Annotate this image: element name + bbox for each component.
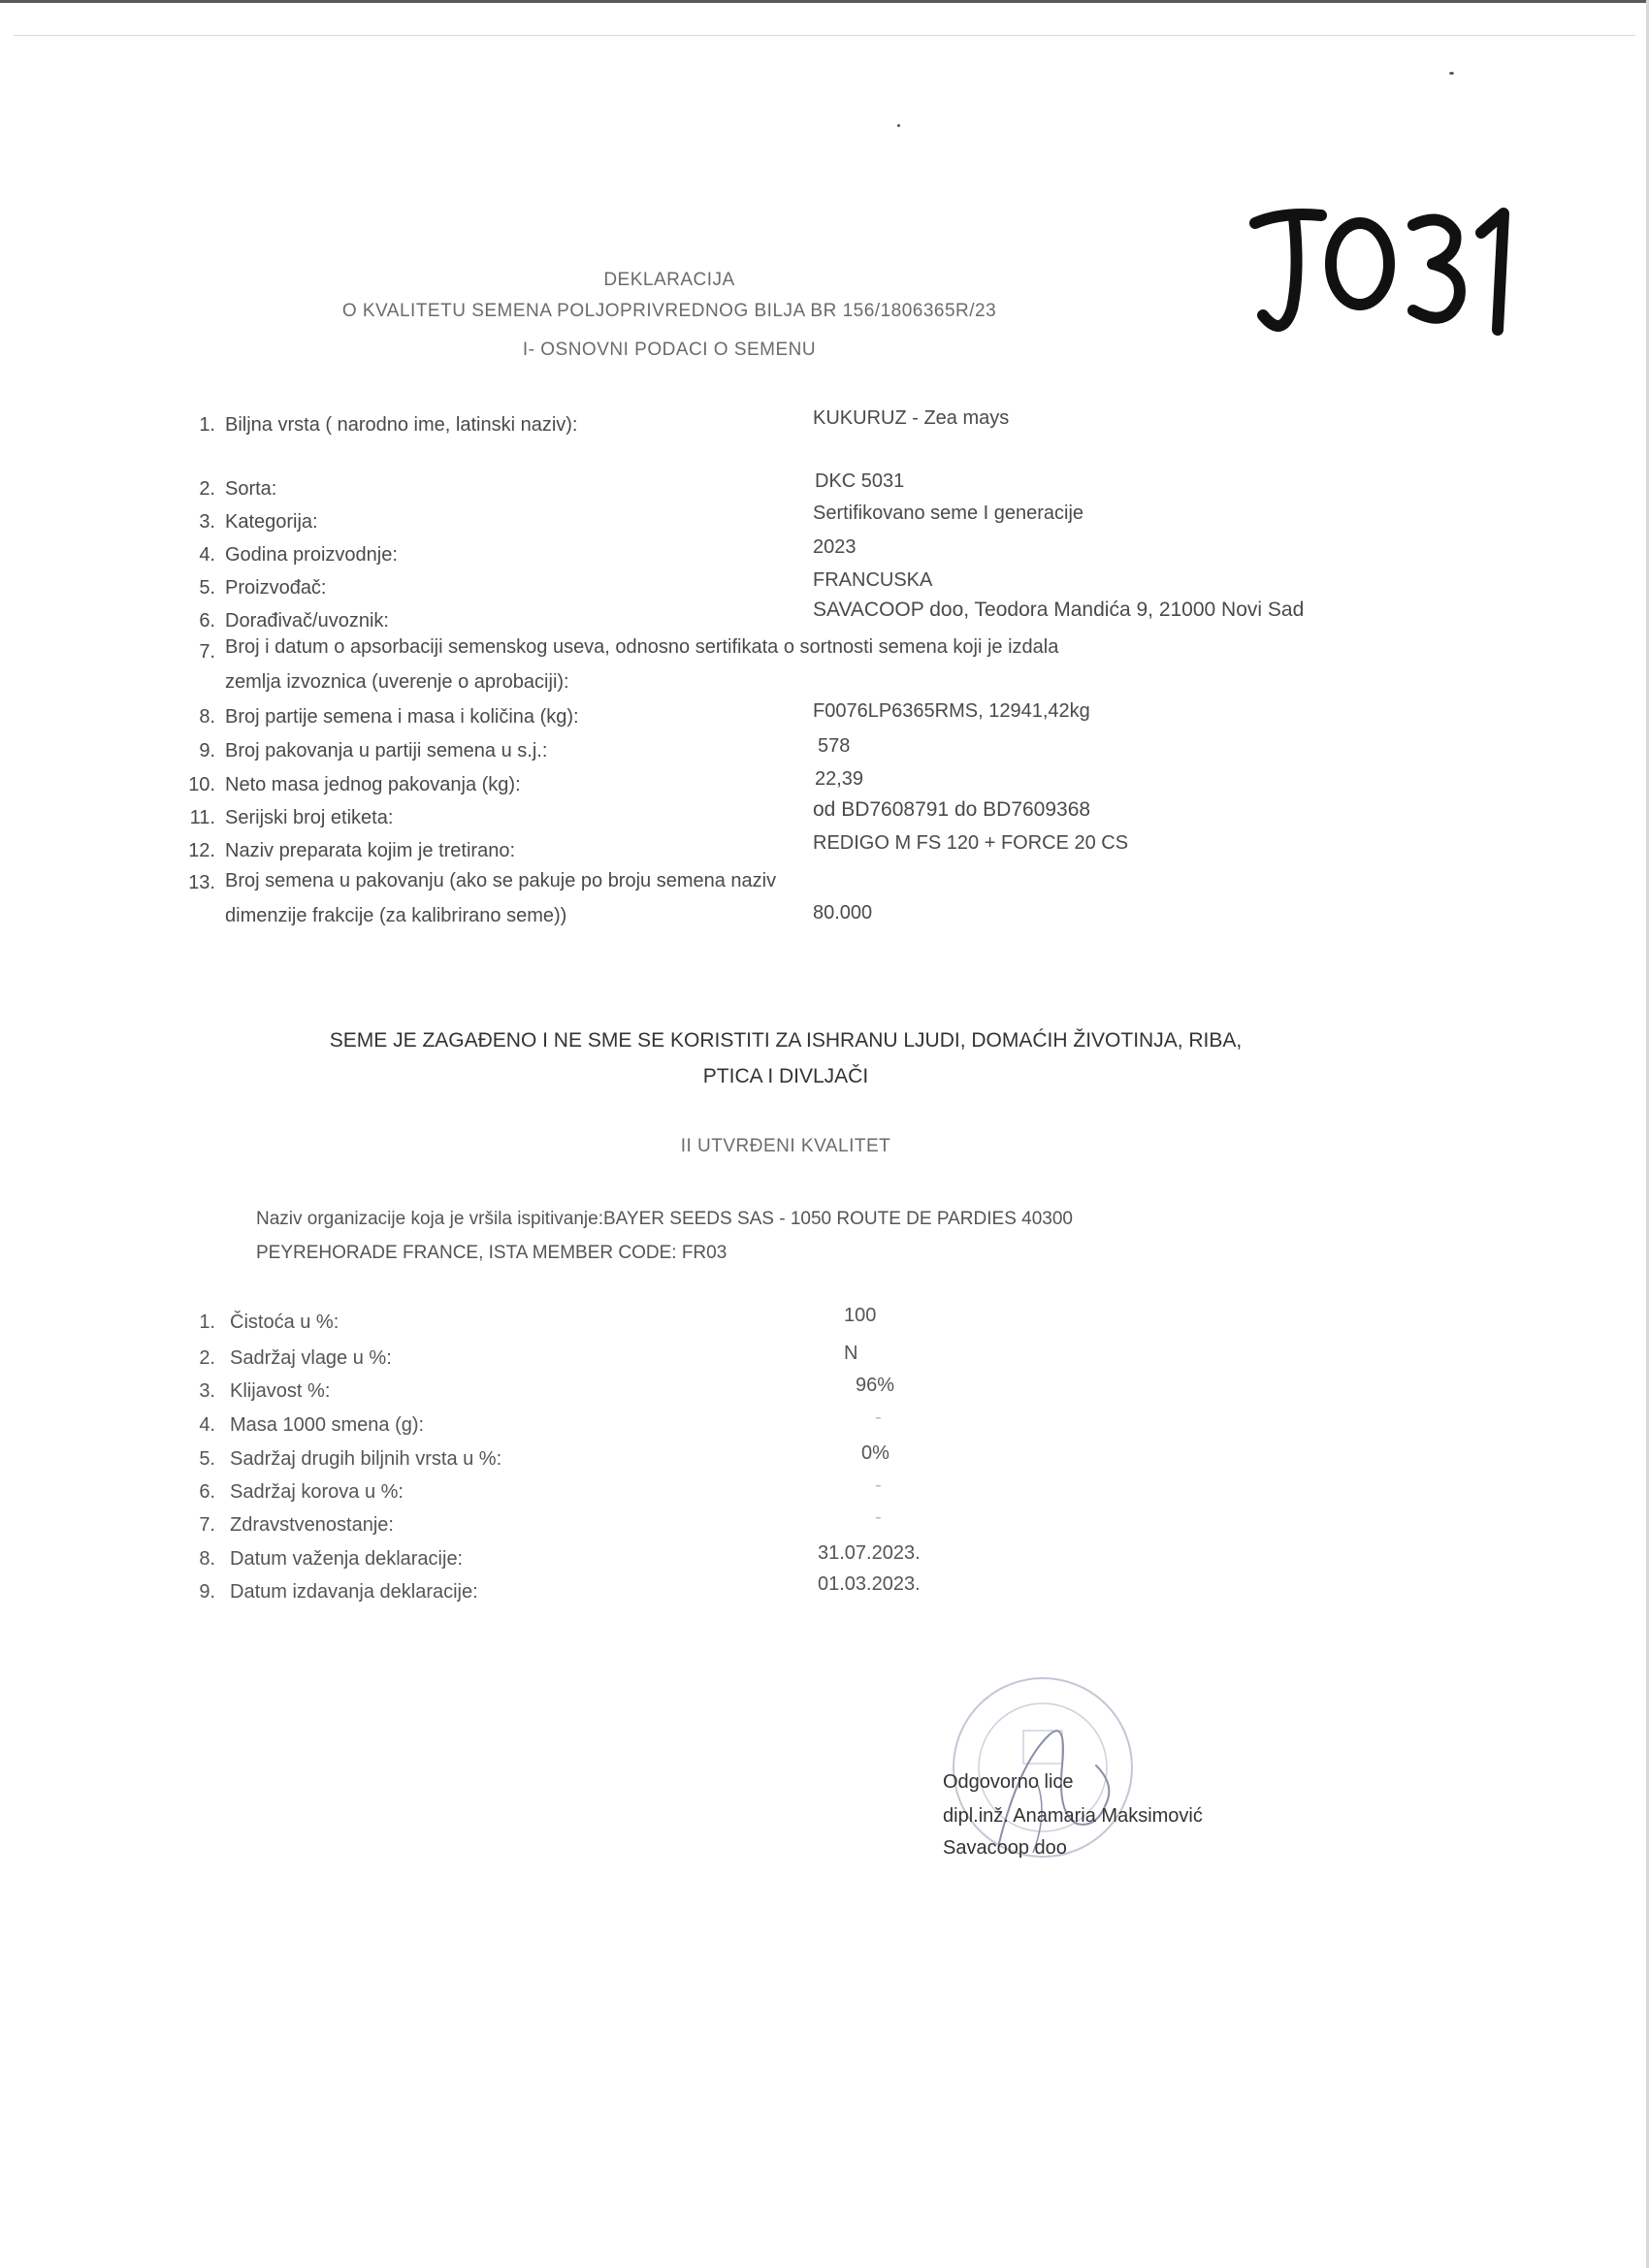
quality-item-value: 01.03.2023.: [818, 1573, 921, 1595]
quality-item-num: 1.: [199, 1312, 215, 1333]
basic-item-num: 13.: [188, 872, 215, 893]
quality-item-value: 31.07.2023.: [818, 1542, 921, 1564]
basic-item-label: Broj semena u pakovanju (ako se pakuje po broju semena naziv: [225, 870, 777, 891]
quality-item-label: Sadržaj vlage u %:: [230, 1347, 392, 1369]
testing-organization-line1: Naziv organizacije koja je vršila ispitivanje:BAYER SEEDS SAS - 1050 ROUTE DE PARDIES 40300: [256, 1209, 1073, 1229]
scan-line: [14, 35, 1635, 36]
quality-item-label: Klijavost %:: [230, 1380, 331, 1402]
basic-item-num: 8.: [199, 706, 215, 728]
contamination-warning-line2: PTICA I DIVLJAČI: [702, 1065, 869, 1087]
quality-item-num: 2.: [199, 1347, 215, 1369]
quality-item-label: Masa 1000 smena (g):: [230, 1414, 425, 1436]
quality-item-label: Datum izdavanja deklaracije:: [230, 1581, 478, 1603]
basic-item-num: 5.: [199, 577, 215, 599]
basic-item-value: REDIGO M FS 120 + FORCE 20 CS: [813, 832, 1129, 854]
document-subtitle: O KVALITETU SEMENA POLJOPRIVREDNOG BILJA BR 156/1806365R/23: [341, 301, 997, 321]
basic-item-label: Dorađivač/uvoznik:: [225, 610, 389, 632]
basic-item-value: Sertifikovano seme I generacije: [813, 502, 1084, 524]
quality-item-value: -: [875, 1507, 882, 1528]
basic-item-num: 3.: [199, 511, 215, 533]
signatory-role: Odgovorno lice: [943, 1771, 1074, 1793]
quality-item-value: -: [875, 1474, 882, 1496]
basic-item-num: 12.: [188, 840, 215, 861]
basic-item-label: Neto masa jednog pakovanja (kg):: [225, 774, 521, 795]
quality-item-value: 96%: [856, 1375, 895, 1396]
quality-item-value: 100: [844, 1305, 877, 1326]
basic-item-value: SAVACOOP doo, Teodora Mandića 9, 21000 Novi Sad: [813, 599, 1305, 621]
basic-item-label: Serijski broj etiketa:: [225, 807, 394, 828]
quality-item-num: 4.: [199, 1414, 215, 1436]
basic-item-label: Broj partije semena i masa i količina (kg):: [225, 706, 579, 728]
scan-top-edge: [0, 0, 1649, 3]
basic-item-label: Broj i datum o apsorbaciji semenskog useva, odnosno sertifikata o sortnosti semena koji je izdala: [225, 636, 1059, 658]
quality-item-num: 9.: [199, 1581, 215, 1603]
basic-item-num: 4.: [199, 544, 215, 566]
basic-item-value: KUKURUZ - Zea mays: [813, 407, 1010, 429]
quality-item-label: Datum važenja deklaracije:: [230, 1548, 464, 1570]
basic-item-value: DKC 5031: [815, 470, 905, 492]
quality-item-label: Sadržaj korova u %:: [230, 1481, 404, 1503]
quality-item-num: 5.: [199, 1448, 215, 1470]
testing-organization-line2: PEYREHORADE FRANCE, ISTA MEMBER CODE: FR03: [256, 1243, 728, 1263]
basic-item-num: 11.: [189, 807, 215, 828]
basic-item-label: Proizvođač:: [225, 577, 327, 599]
quality-item-num: 8.: [199, 1548, 215, 1570]
document-title: DEKLARACIJA: [603, 270, 735, 290]
basic-item-label: Sorta:: [225, 478, 277, 500]
quality-item-value: -: [875, 1407, 882, 1428]
quality-item-label: Sadržaj drugih biljnih vrsta u %:: [230, 1448, 502, 1470]
signatory-name: dipl.inž. Anamaria Maksimović: [943, 1805, 1203, 1827]
basic-item-num: 7.: [199, 641, 215, 663]
basic-item-num: 6.: [199, 610, 215, 632]
quality-item-num: 7.: [199, 1514, 215, 1536]
scan-speck: [897, 124, 900, 127]
basic-item-value: 578: [818, 735, 851, 757]
contamination-warning-line1: SEME JE ZAGAĐENO I NE SME SE KORISTITI ZA ISHRANU LJUDI, DOMAĆIH ŽIVOTINJA, RIBA,: [329, 1029, 1243, 1052]
basic-item-label: Naziv preparata kojim je tretirano:: [225, 840, 516, 861]
quality-item-label: Čistoća u %:: [230, 1312, 340, 1333]
scan-speck: [1449, 72, 1454, 75]
section-2-heading: II UTVRĐENI KVALITET: [680, 1136, 891, 1156]
basic-item-num: 2.: [199, 478, 215, 500]
basic-item-value: 22,39: [815, 768, 864, 790]
quality-item-num: 3.: [199, 1380, 215, 1402]
basic-item-num: 10.: [188, 774, 215, 795]
quality-item-value: 0%: [861, 1442, 889, 1464]
section-1-heading: I- OSNOVNI PODACI O SEMENU: [522, 340, 817, 360]
basic-item-num: 9.: [199, 740, 215, 761]
quality-item-num: 6.: [199, 1481, 215, 1503]
basic-item-label: Kategorija:: [225, 511, 318, 533]
basic-item-value: 2023: [813, 536, 857, 558]
basic-item-value: od BD7608791 do BD7609368: [813, 798, 1091, 821]
quality-item-value: N: [844, 1343, 858, 1364]
signatory-company: Savacoop doo: [943, 1837, 1067, 1859]
basic-item-value: 80.000: [813, 902, 873, 923]
basic-item-label: Biljna vrsta ( narodno ime, latinski naziv):: [225, 414, 578, 436]
basic-item-label-continued: dimenzije frakcije (za kalibrirano seme)): [225, 905, 567, 926]
basic-item-label: Broj pakovanja u partiji semena u s.j.:: [225, 740, 548, 761]
basic-item-label: Godina proizvodnje:: [225, 544, 398, 566]
basic-item-num: 1.: [199, 414, 215, 436]
quality-item-label: Zdravstvenostanje:: [230, 1514, 394, 1536]
basic-item-value: F0076LP6365RMS, 12941,42kg: [813, 700, 1090, 722]
basic-item-label-continued: zemlja izvoznica (uverenje o aprobaciji):: [225, 671, 569, 693]
basic-item-value: FRANCUSKA: [813, 569, 933, 591]
